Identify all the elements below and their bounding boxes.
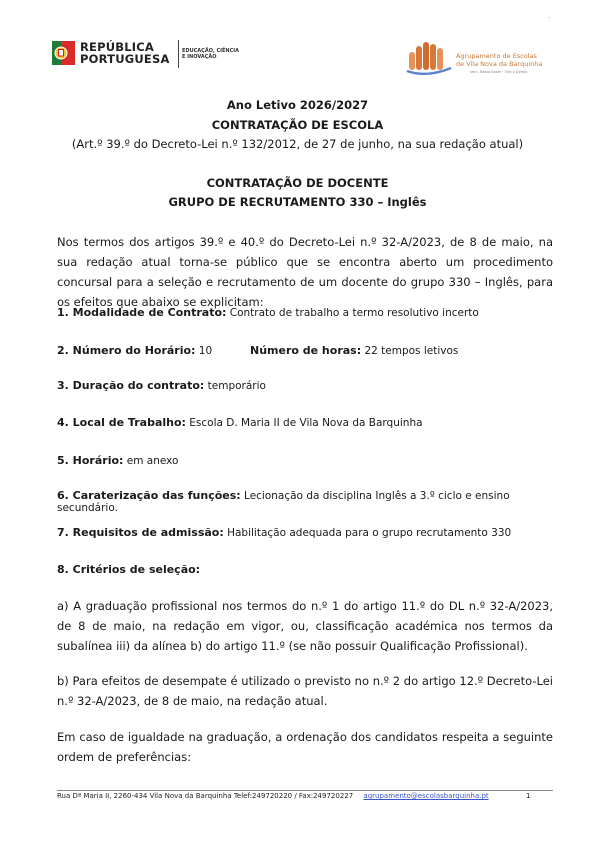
item-duracao: 3. Duração do contrato: temporário — [57, 379, 266, 392]
ministry-label: EDUCAÇÃO, CIÊNCIA E INOVAÇÃO — [182, 48, 240, 60]
footer-email-link[interactable]: agrupamento@escolasbarquinha.pt — [363, 792, 489, 800]
agrupamento-tagline: Vem, Nesta Saber · Vira o Direito — [470, 70, 528, 74]
item-funcoes: 6. Caraterização das funções: Lecionação da disciplina Inglês a 3.º ciclo e ensino secundário. — [57, 489, 510, 514]
grupo-title: GRUPO DE RECRUTAMENTO 330 – Inglês — [168, 195, 427, 209]
contract-title: CONTRATAÇÃO DE ESCOLA — [211, 118, 384, 132]
item-horario: 5. Horário: em anexo — [57, 454, 179, 467]
item-local: 4. Local de Trabalho: Escola D. Maria II de Vila Nova da Barquinha — [57, 416, 423, 429]
item-requisitos: 7. Requisitos de admissão: Habilitação adequada para o grupo recrutamento 330 — [57, 526, 512, 539]
agrupamento-name: Agrupamento de Escolas de Vila Nova da Barquinha — [456, 52, 543, 68]
closing-paragraph: Em caso de igualdade na graduação, a ordenação dos candidatos respeita a seguinte ordem de preferências: — [57, 730, 553, 764]
republica-label: REPÚBLICA PORTUGUESA — [80, 40, 170, 66]
footer-address: Rua Dª Maria II, 2260-434 Vila Nova da Barquinha Telef:249720220 / Fax:249720227 agrupamento@escolasbarquinha.pt — [57, 792, 489, 800]
criteria-a: a) A graduação profissional nos termos do n.º 1 do artigo 11.º do DL n.º 32-A/2023, de 8 de maio, na redação em vigor, ou, classificação académica nos termos da subalínea iii) da alínea b) do artigo 11.º (se não possuir Qualificação Profissional). — [57, 599, 553, 653]
agrupamento-logo — [405, 38, 455, 78]
corner-mark: · — [548, 14, 551, 22]
item-criterios: 8. Critérios de seleção: — [57, 563, 201, 576]
criteria-b: b) Para efeitos de desempate é utilizado o previsto no n.º 2 do artigo 12.º Decreto-Lei n.º 32-A/2023, de 8 de maio, na redação atual. — [57, 674, 553, 708]
item-horas: Número de horas: 22 tempos letivos — [250, 344, 459, 357]
docente-title: CONTRATAÇÃO DE DOCENTE — [206, 176, 389, 190]
intro-paragraph: Nos termos dos artigos 39.º e 40.º do Decreto-Lei n.º 32-A/2023, de 8 de maio, na sua redação atual torna-se público que se encontra aberto um procedimento concursal para a seleção e recrutamento de um docente do grupo 330 – Inglês, para os efeitos que abaixo se explicitam: — [57, 235, 553, 309]
page-number: 1 — [526, 792, 531, 800]
school-year: Ano Letivo 2026/2027 — [226, 98, 369, 112]
item-horario-numero: 2. Número do Horário: 10 — [57, 344, 213, 357]
footer-divider — [57, 790, 553, 791]
header-divider — [178, 40, 179, 68]
law-reference: (Art.º 39.º do Decreto-Lei n.º 132/2012, de 27 de junho, na sua redação atual) — [71, 137, 524, 151]
item-modalidade: 1. Modalidade de Contrato: Contrato de trabalho a termo resolutivo incerto — [57, 306, 479, 319]
republica-portuguesa-logo — [51, 38, 77, 68]
